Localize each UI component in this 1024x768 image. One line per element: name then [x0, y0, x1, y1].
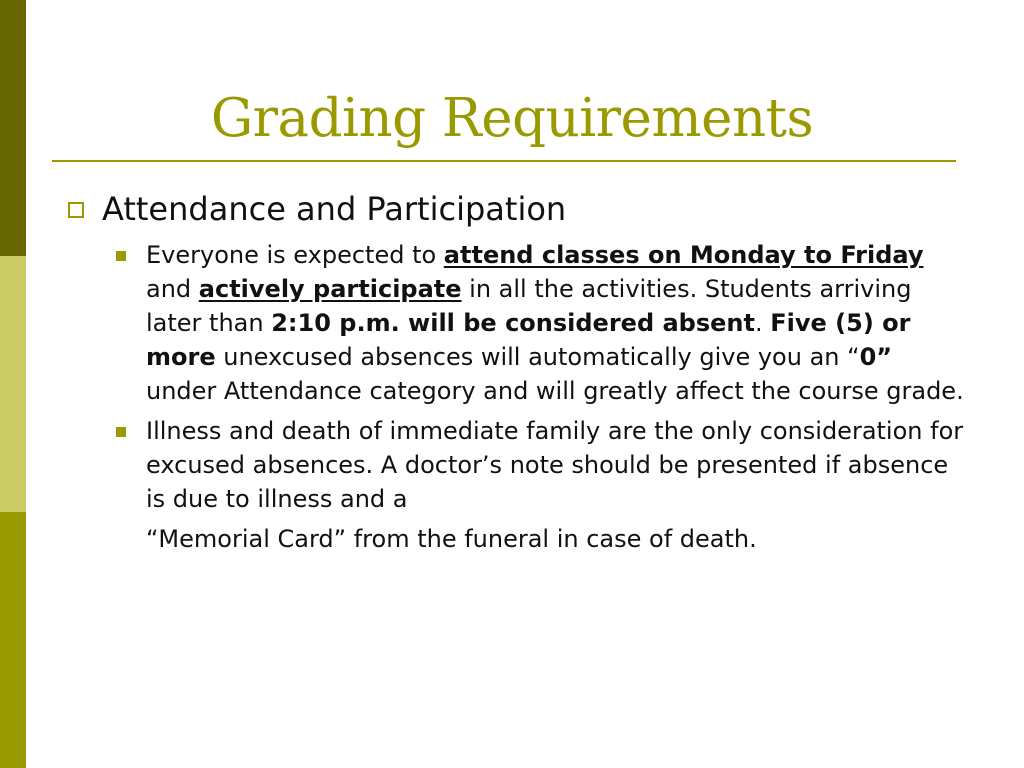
side-band-top	[0, 0, 26, 256]
slide-content	[64, 186, 964, 556]
side-band-middle	[0, 256, 26, 512]
hollow-square-bullet-icon	[68, 202, 84, 218]
text-run: Illness and death of immediate family are the only consideration for excused absences. A doctor’s note should be presented if absence is due to illness and a	[146, 417, 964, 513]
bullet-attendance-heading	[64, 186, 964, 232]
emphasis-five-or-more: Five (5) or more	[146, 309, 911, 371]
side-band-bottom	[0, 512, 26, 768]
emphasis-late-time: 2:10 p.m. will be considered absent	[271, 309, 755, 337]
filled-square-bullet-icon	[116, 251, 126, 261]
emphasis-attend-classes: attend classes on Monday to Friday	[443, 241, 924, 269]
text-run: under Attendance category and will greatly affect the course grade.	[146, 377, 964, 405]
text-run: and	[146, 275, 199, 303]
text-run: in all the activities. Students arriving later than	[146, 275, 912, 337]
slide-title: Grading Requirements	[210, 88, 814, 149]
heading-text: Attendance and Participation	[102, 190, 567, 228]
bullet-excused-absences	[146, 414, 964, 556]
bullet-attendance-policy	[146, 238, 964, 408]
title-underline	[52, 160, 956, 162]
emphasis-actively-participate: actively participate	[198, 275, 462, 303]
text-run: unexcused absences will automatically give you an “	[215, 343, 860, 371]
text-run: .	[754, 309, 771, 337]
text-run: “Memorial Card” from the funeral in case of death.	[146, 525, 757, 553]
text-run: Everyone is expected to	[146, 241, 444, 269]
emphasis-zero-grade: 0”	[859, 343, 893, 371]
filled-square-bullet-icon	[116, 427, 126, 437]
